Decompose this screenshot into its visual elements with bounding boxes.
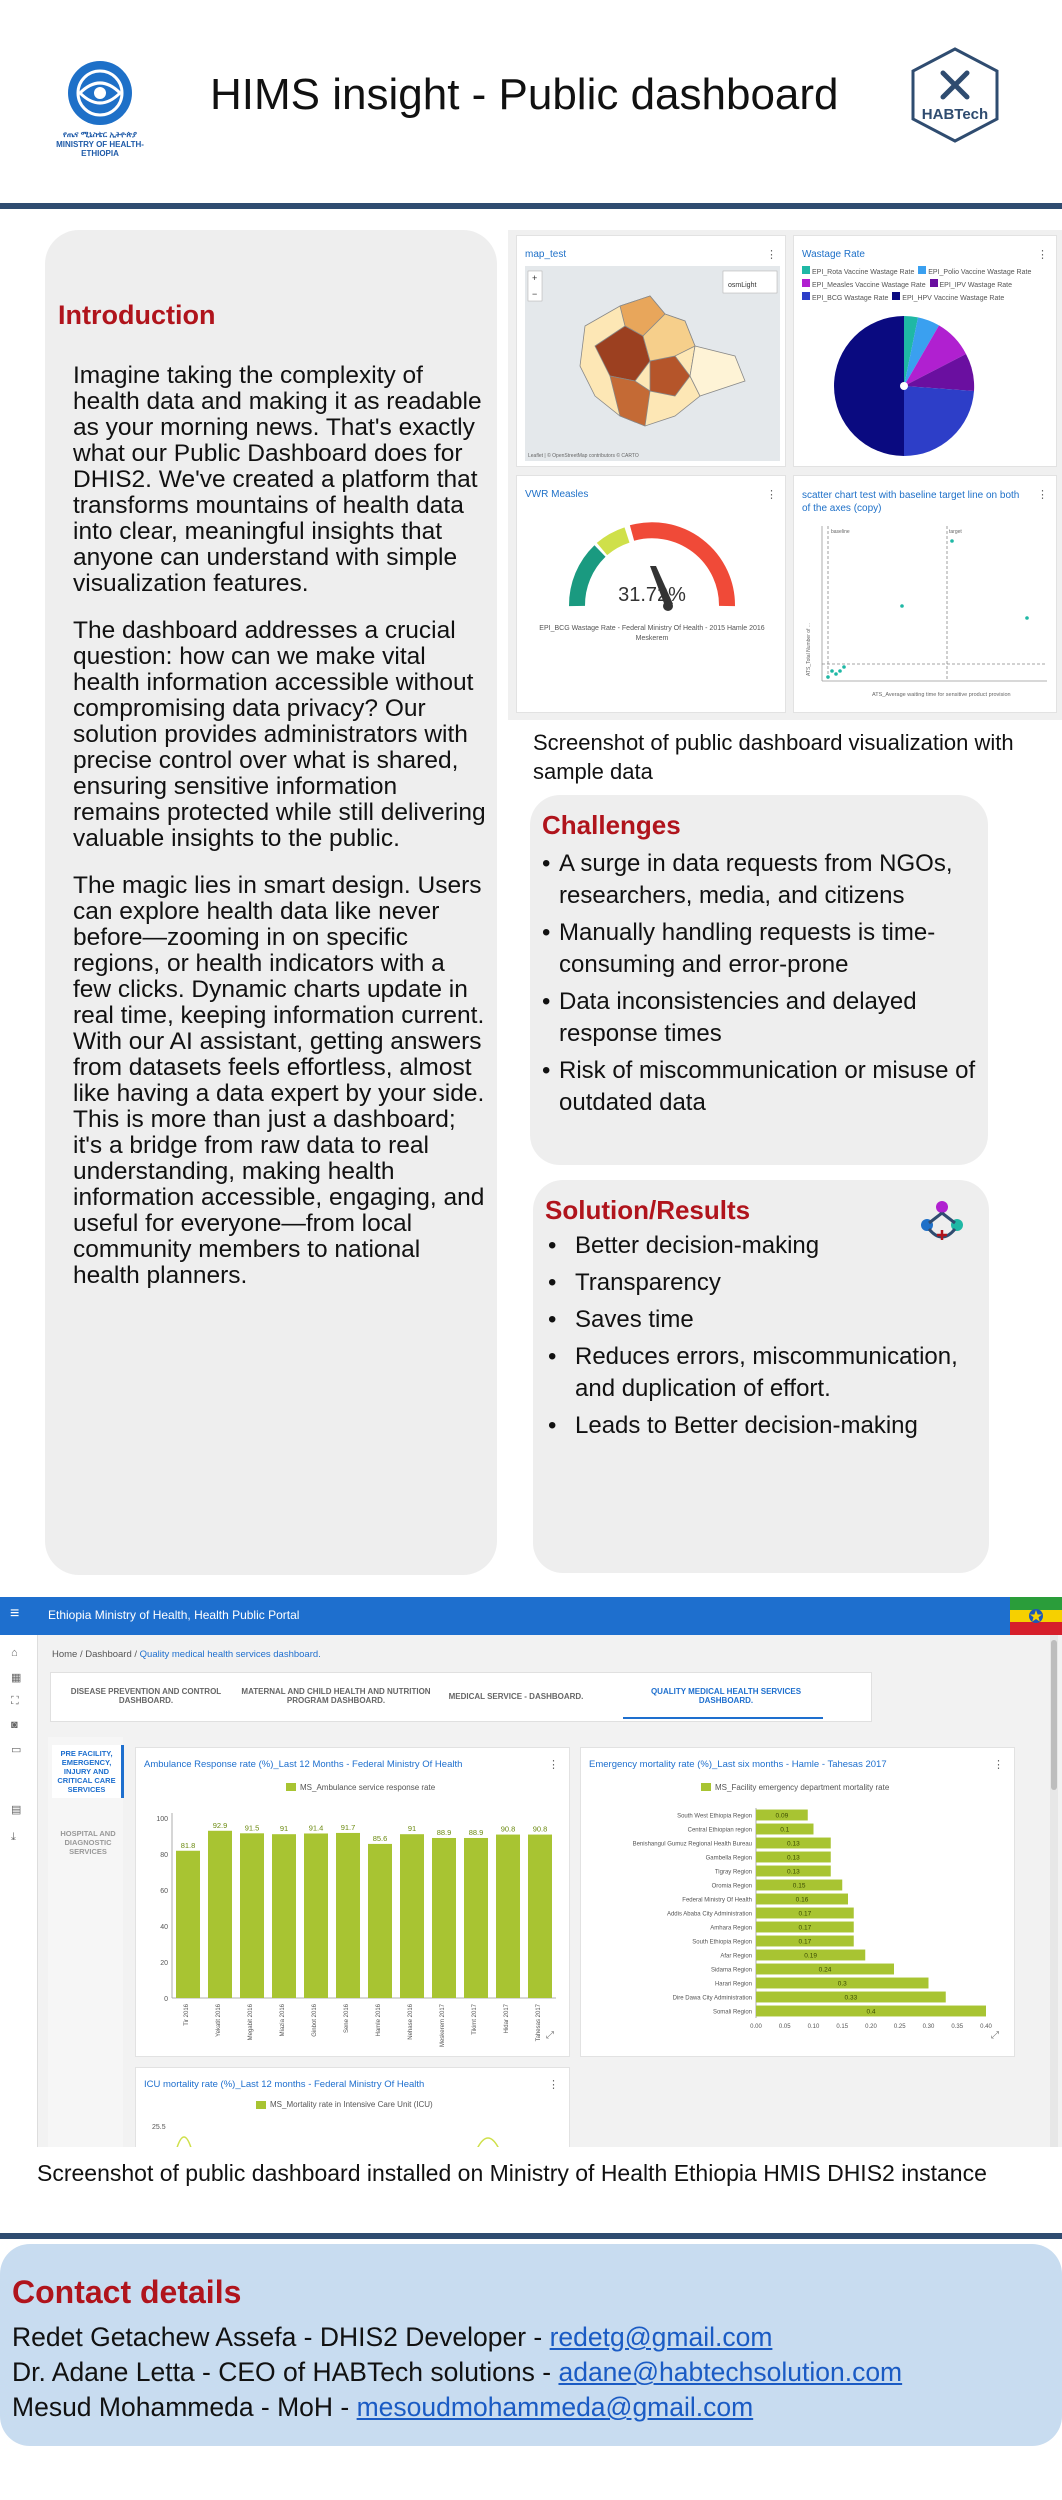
- scatter-x-label: ATS_Average waiting time for sensitive product provision: [872, 692, 1011, 698]
- more-icon[interactable]: ⋮: [993, 1759, 1004, 1771]
- download-icon[interactable]: ⤓: [11, 1831, 16, 1843]
- expand-icon[interactable]: ⤢: [546, 2030, 554, 2041]
- bar[interactable]: [336, 1833, 360, 1998]
- y-tick-label: Somali Region: [712, 2009, 752, 2016]
- bar-value-label: 90.8: [532, 1824, 548, 1834]
- contact-card: [0, 2244, 1062, 2446]
- expand-icon[interactable]: ⤢: [991, 2030, 999, 2041]
- svg-text:+: +: [532, 273, 538, 283]
- gauge-tile-title: VWR Measles: [525, 489, 589, 500]
- moh-caption-amharic: የጤና ሚኒስቴር ኢትዮጵያ: [62, 130, 138, 139]
- contact-name: Redet Getachew Assefa - DHIS2 Developer -: [12, 2322, 550, 2352]
- pie-tile-title: Wastage Rate: [802, 249, 865, 260]
- bar[interactable]: [176, 1851, 200, 1998]
- introduction-body: [73, 363, 488, 1310]
- bar-value-label: 91: [407, 1824, 417, 1834]
- dashboard-preview: [508, 230, 1062, 720]
- bar[interactable]: [400, 1834, 424, 1998]
- y-tick-label: Addis Ababa City Administration: [666, 1911, 752, 1918]
- legend-item: EPI_BCG Wastage Rate: [802, 295, 888, 302]
- x-tick-label: Nehase 2016: [408, 2004, 414, 2040]
- x-tick-label: Sene 2016: [344, 2004, 350, 2034]
- y-tick-label: 0: [164, 1996, 168, 2003]
- solution-heading: Solution/Results: [545, 1195, 751, 1225]
- portal-tabs: [50, 1672, 872, 1722]
- solution-list: [545, 1230, 985, 1447]
- legend-item: EPI_IPV Wastage Rate: [930, 282, 1013, 289]
- legend-item: EPI_Rota Vaccine Wastage Rate: [802, 269, 914, 276]
- more-icon[interactable]: ⋮: [766, 249, 777, 261]
- intro-paragraph: Imagine taking the complexity of health data and making it as readable as your morning news. That's exactly what our Public Dashboard does for DHIS2. We've created a platform that transforms mountains of health data into clear, meaningful insights that anyone can understand with simple visualization features.: [73, 362, 482, 597]
- scatter-baseline-label: baseline: [831, 529, 850, 535]
- x-tick-label: Miazia 2016: [280, 2004, 286, 2037]
- icu-chart-card: [135, 2067, 570, 2147]
- tab-medical-service[interactable]: MEDICAL SERVICE - DASHBOARD.: [448, 1692, 584, 1701]
- more-icon[interactable]: ⋮: [766, 489, 777, 501]
- bar-value-label: 88.9: [468, 1827, 484, 1837]
- x-tick-label: Hidar 2017: [504, 2004, 510, 2034]
- contact-name: Dr. Adane Letta - CEO of HABTech solutions -: [12, 2357, 559, 2387]
- scatter-chart[interactable]: [802, 521, 1052, 711]
- portal-caption: Screenshot of public dashboard installed on Ministry of Health Ethiopia HMIS DHIS2 instance: [37, 2160, 987, 2186]
- bar[interactable]: [240, 1833, 264, 1998]
- introduction-card: [45, 230, 497, 1575]
- breadcrumb-home[interactable]: Home: [52, 1649, 78, 1660]
- bar[interactable]: [368, 1844, 392, 1998]
- ambulance-bar-chart[interactable]: [136, 1773, 571, 2058]
- scatter-tile: [793, 475, 1057, 713]
- section-pre-facility[interactable]: PRE FACILITY, EMERGENCY, INJURY AND CRITICAL CARE SERVICES: [52, 1745, 124, 1798]
- y-tick-label: 100: [156, 1816, 168, 1823]
- legend-swatch: [701, 1783, 711, 1791]
- pie-tile: [793, 235, 1057, 467]
- user-icon[interactable]: ◙: [11, 1719, 18, 1731]
- legend-swatch: [286, 1783, 296, 1791]
- bar[interactable]: [432, 1838, 456, 1998]
- svg-text:−: −: [532, 289, 538, 299]
- challenges-card: [530, 795, 988, 1165]
- map-layer-select[interactable]: osmLight: [728, 282, 757, 289]
- solution-item: • Transparency: [545, 1267, 985, 1299]
- bar-value-label: 0.19: [804, 1952, 817, 1960]
- ethiopia-flag-icon: [1010, 1597, 1062, 1635]
- legend-label: MS_Ambulance service response rate: [300, 1783, 436, 1792]
- scatter-y-label: ATS_Total Number of ...: [806, 623, 812, 676]
- bar-value-label: 91: [279, 1824, 289, 1834]
- y-tick-label: Oromia Region: [711, 1883, 752, 1890]
- solution-item: • Reduces errors, miscommunication, and duplication of effort.: [545, 1341, 985, 1405]
- map-tile: [516, 235, 786, 467]
- bar[interactable]: [208, 1831, 232, 1998]
- bar-value-label: 0.13: [787, 1840, 800, 1848]
- y-tick-label: Tigray Region: [714, 1869, 752, 1876]
- solution-item: • Better decision-making: [545, 1230, 985, 1262]
- challenge-item: • Manually handling requests is time-consuming and error-prone: [542, 917, 982, 981]
- bar-value-label: 0.17: [798, 1910, 812, 1918]
- icu-tick-label: 25.5: [152, 2124, 166, 2131]
- y-tick-label: Gambella Region: [705, 1855, 752, 1862]
- challenge-item: • Data inconsistencies and delayed response times: [542, 986, 982, 1050]
- intro-paragraph: The magic lies in smart design. Users can explore health data like never before—zooming in on specific regions, or health indicators with a few clicks. Dynamic charts update in real time, keeping information current. With our AI assistant, getting answers from datasets feels effortless, almost like having a data expert by your side.: [73, 872, 485, 1107]
- emergency-chart-card: [580, 1747, 1015, 2057]
- portal-icon-sidebar: [0, 1635, 38, 2147]
- breadcrumb-current: Quality medical health services dashboard.: [139, 1649, 321, 1660]
- moh-caption-english: MINISTRY OF HEALTH-ETHIOPIA: [56, 140, 144, 158]
- bar-value-label: 0.1: [780, 1826, 790, 1834]
- contact-name: Mesud Mohammeda - MoH -: [12, 2392, 357, 2422]
- x-tick-label: Yekatit 2016: [216, 2004, 222, 2037]
- legend-label: MS_Facility emergency department mortality rate: [715, 1783, 890, 1792]
- contact-heading: Contact details: [12, 2274, 242, 2310]
- section-hospital[interactable]: HOSPITAL AND DIAGNOSTIC SERVICES: [60, 1829, 116, 1856]
- gauge-caption: EPI_BCG Wastage Rate - Federal Ministry Of Health - 2015 Hamle 2016 Meskerem: [539, 625, 765, 642]
- gauge-tile: [516, 475, 786, 713]
- contact-email-link[interactable]: redetg@gmail.com: [549, 2322, 773, 2352]
- ambulance-chart-card: [135, 1747, 570, 2057]
- contact-line: [12, 2392, 753, 2423]
- bar-value-label: 0.24: [818, 1966, 832, 1974]
- bar-value-label: 0.33: [844, 1994, 858, 2002]
- icu-line-chart[interactable]: [176, 2123, 566, 2147]
- bar[interactable]: [304, 1833, 328, 1998]
- x-tick-label: 0.35: [951, 2024, 964, 2030]
- page-header: [0, 0, 1062, 205]
- y-tick-label: Benishangul Gumuz Regional Health Bureau: [632, 1841, 752, 1848]
- intro-paragraph: The dashboard addresses a crucial question: how can we make vital health information accessible without compromising data privacy? Our solution provides administrators with precise control over what is shared, ensuring sensitive information remains protected while still delivering valuable insights to the public.: [73, 617, 486, 852]
- solution-item: • Leads to Better decision-making: [545, 1410, 985, 1442]
- intro-paragraph: This is more than just a dashboard; it's a bridge from raw data to real understanding, making health information accessible, engaging, and useful for everyone—from local community members to national health planners.: [73, 1106, 485, 1289]
- legend-item: EPI_Measles Vaccine Wastage Rate: [802, 282, 926, 289]
- challenges-list: [542, 848, 982, 1124]
- y-tick-label: Sidama Region: [710, 1967, 752, 1974]
- breadcrumb-dashboard[interactable]: Dashboard: [85, 1649, 132, 1660]
- y-tick-label: 80: [160, 1852, 168, 1859]
- ethiopia-map[interactable]: [525, 266, 780, 461]
- contact-line: [12, 2322, 772, 2353]
- habtech-logo-icon: [905, 45, 1005, 145]
- y-tick-label: Afar Region: [720, 1953, 752, 1960]
- bar-value-label: 0.16: [795, 1896, 809, 1904]
- y-tick-label: 60: [160, 1888, 168, 1895]
- wastage-pie-chart[interactable]: [824, 306, 984, 466]
- habtech-label: HABTech: [921, 106, 989, 123]
- x-tick-label: 0.10: [807, 2024, 820, 2030]
- bar-value-label: 91.7: [340, 1822, 356, 1832]
- dashboard-icon[interactable]: ▦: [11, 1672, 22, 1684]
- solution-item: • Saves time: [545, 1304, 985, 1336]
- menu-icon[interactable]: ≡: [10, 1605, 20, 1622]
- home-icon[interactable]: ⌂: [11, 1647, 18, 1659]
- x-tick-label: 0.40: [980, 2024, 992, 2030]
- legend-item: EPI_HPV Vaccine Wastage Rate: [892, 295, 1004, 302]
- bar-value-label: 0.13: [787, 1854, 800, 1862]
- bar-value-label: 0.4: [866, 2008, 876, 2016]
- y-tick-label: Federal Ministry Of Health: [682, 1897, 752, 1904]
- bar-value-label: 92.9: [212, 1820, 228, 1830]
- moh-caption: [40, 130, 160, 158]
- y-tick-label: Central Ethiopian region: [687, 1827, 752, 1834]
- portal-section-nav: [48, 1737, 123, 2147]
- contact-email-link[interactable]: mesoudmohammeda@gmail.com: [356, 2392, 754, 2422]
- bar-value-label: 0.15: [792, 1882, 806, 1890]
- scatter-tile-title: scatter chart test with baseline target line on both of the axes (copy): [802, 490, 1020, 514]
- challenges-heading: Challenges: [542, 810, 681, 840]
- share-icon[interactable]: ⛶: [11, 1695, 19, 1707]
- bar-value-label: 91.5: [244, 1823, 260, 1833]
- more-icon[interactable]: ⋮: [548, 2079, 559, 2091]
- gauge-chart[interactable]: [552, 506, 752, 626]
- y-tick-label: 40: [160, 1924, 168, 1931]
- x-tick-label: 0.30: [922, 2024, 935, 2030]
- y-tick-label: Amhara Region: [710, 1925, 752, 1932]
- y-tick-label: South Ethiopia Region: [692, 1939, 752, 1946]
- x-tick-label: 0.20: [865, 2024, 877, 2030]
- bar[interactable]: [464, 1838, 488, 1998]
- y-tick-label: 20: [160, 1960, 168, 1967]
- x-tick-label: 0.00: [750, 2024, 762, 2030]
- bar-value-label: 0.17: [798, 1924, 812, 1932]
- x-tick-label: Hamle 2016: [376, 2004, 382, 2037]
- pie-legend: [802, 266, 1052, 305]
- ambulance-chart-title: Ambulance Response rate (%)_Last 12 Months - Federal Ministry Of Health: [144, 1759, 463, 1770]
- bar-value-label: 0.17: [798, 1938, 812, 1946]
- footer-divider: [0, 2233, 1062, 2239]
- breadcrumb: Home / Dashboard / Quality medical health services dashboard.: [52, 1649, 321, 1660]
- tab-quality-medical[interactable]: QUALITY MEDICAL HEALTH SERVICES DASHBOARD.: [650, 1687, 802, 1705]
- bar-value-label: 81.8: [180, 1840, 196, 1850]
- health-network-icon: [915, 1195, 970, 1250]
- more-icon[interactable]: ⋮: [1037, 489, 1048, 501]
- emergency-chart-title: Emergency mortality rate (%)_Last six months - Hamle - Tahesas 2017: [589, 1759, 887, 1770]
- bar-value-label: 0.13: [787, 1868, 800, 1876]
- document-icon[interactable]: ▤: [11, 1804, 22, 1816]
- x-tick-label: Tikimt 2017: [472, 2004, 478, 2035]
- x-tick-label: 0.15: [836, 2024, 849, 2030]
- active-tab-indicator: [623, 1717, 823, 1719]
- y-tick-label: Dire Dawa City Administration: [672, 1995, 752, 2002]
- legend-item: EPI_Polio Vaccine Wastage Rate: [918, 269, 1031, 276]
- more-icon[interactable]: ⋮: [1037, 249, 1048, 261]
- x-tick-label: Tahesas 2017: [536, 2004, 542, 2042]
- bar-value-label: 88.9: [436, 1827, 452, 1837]
- header-divider: [0, 203, 1062, 209]
- x-tick-label: Meskerem 2017: [440, 2004, 446, 2048]
- scrollbar[interactable]: [1050, 1635, 1058, 2147]
- page-title: HIMS insight - Public dashboard: [210, 70, 839, 119]
- contact-email-link[interactable]: adane@habtechsolution.com: [558, 2357, 903, 2387]
- map-attribution: Leaflet | © OpenStreetMap contributors © CARTO: [528, 453, 639, 459]
- icu-legend: MS_Mortality rate in Intensive Care Unit (ICU): [256, 2100, 433, 2109]
- y-tick-label: Harari Region: [714, 1981, 752, 1988]
- bar-value-label: 90.8: [500, 1824, 516, 1834]
- contact-line: [12, 2357, 902, 2388]
- scrollbar-thumb[interactable]: [1051, 1640, 1057, 1790]
- bar-value-label: 0.3: [837, 1980, 847, 1988]
- chat-icon[interactable]: ▭: [11, 1744, 22, 1756]
- bar-value-label: 91.4: [308, 1823, 324, 1833]
- bar-value-label: 85.6: [372, 1833, 388, 1843]
- gauge-value: 31.72%: [618, 584, 686, 606]
- bar[interactable]: [496, 1835, 520, 1998]
- icu-chart-title: ICU mortality rate (%)_Last 12 months - Federal Ministry Of Health: [144, 2079, 425, 2090]
- portal-screenshot: [0, 1597, 1062, 2147]
- scatter-target-label: target: [949, 529, 962, 535]
- y-tick-label: South West Ethiopia Region: [677, 1813, 752, 1820]
- x-tick-label: 0.05: [778, 2024, 791, 2030]
- bar[interactable]: [528, 1835, 552, 1998]
- bar-value-label: 0.09: [775, 1812, 789, 1820]
- map-tile-title: map_test: [525, 249, 567, 260]
- tab-disease-prevention[interactable]: DISEASE PREVENTION AND CONTROL DASHBOARD.: [70, 1687, 222, 1705]
- tab-maternal-child[interactable]: MATERNAL AND CHILD HEALTH AND NUTRITION PROGRAM DASHBOARD.: [241, 1687, 431, 1705]
- challenge-item: • A surge in data requests from NGOs, researchers, media, and citizens: [542, 848, 982, 912]
- emergency-bar-chart[interactable]: [581, 1773, 1016, 2058]
- more-icon[interactable]: ⋮: [548, 1759, 559, 1771]
- x-tick-label: Megabit 2016: [248, 2004, 254, 2041]
- dashboard-caption: Screenshot of public dashboard visualization with sample data: [533, 730, 1014, 784]
- portal-topbar: [0, 1597, 1062, 1635]
- bar[interactable]: [272, 1834, 296, 1998]
- portal-title: Ethiopia Ministry of Health, Health Public Portal: [48, 1608, 300, 1622]
- introduction-heading: Introduction: [58, 300, 216, 330]
- x-tick-label: 0.25: [893, 2024, 906, 2030]
- x-tick-label: Ginbot 2016: [312, 2004, 318, 2037]
- challenge-item: • Risk of miscommunication or misuse of outdated data: [542, 1055, 982, 1119]
- x-tick-label: Tir 2016: [184, 2004, 190, 2026]
